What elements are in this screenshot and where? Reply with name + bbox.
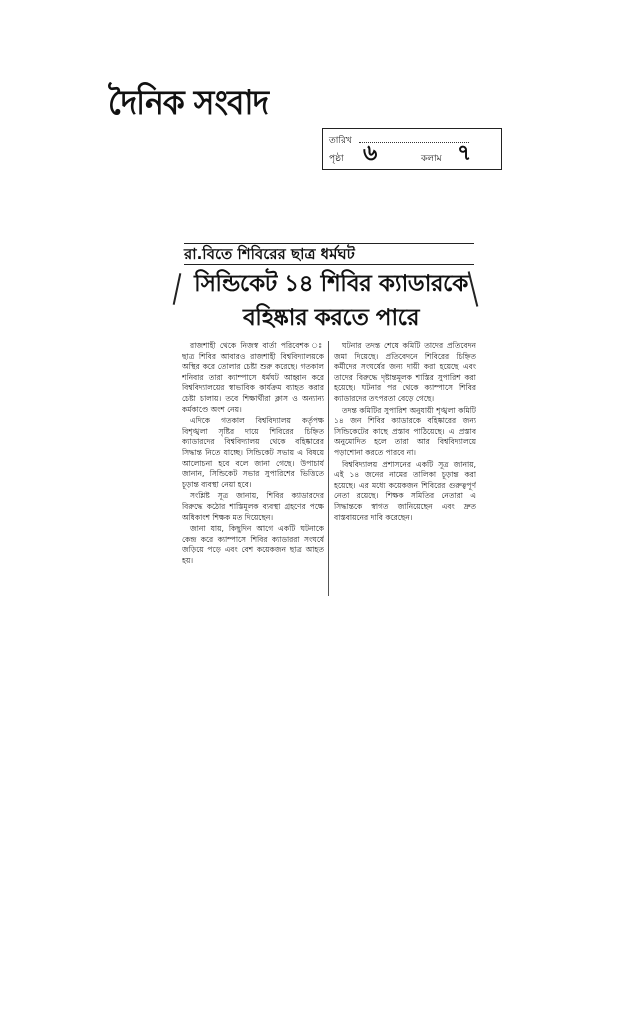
paragraph: ঘটনার তদন্ত শেষে কমিটি তাদের প্রতিবেদন জমা দিয়েছে। প্রতিবেদনে শিবিরের চিহ্নিত কর্মীদের সংঘর্ষের জন্য দায়ী করা হয়েছে এবং তাদের বিরুদ্ধে দৃষ্টান্তমূলক শাস্তির সুপারিশ করা হয়েছে। ঘটনার পর থেকে ক্যাম্পাসে শিবির ক্যাডারদের তৎপরতা বেড়ে গেছে। <box>334 341 476 403</box>
paragraph: রাজশাহী থেকে নিজস্ব বার্তা পরিবেশক ঃ ছাত্র শিবির আবারও রাজশাহী বিশ্ববিদ্যালয়কে অস্থির করে তোলার চেষ্টা শুরু করেছে। গতকাল শনিবার তারা ক্যাম্পাসে ধর্মঘট আহ্বান করে বিশ্ববিদ্যালয়ের স্বাভাবিক কার্যক্রম ব্যাহত করার চেষ্টা চালায়। তবে শিক্ষার্থীরা ক্লাস ও অন্যান্য কর্মকাণ্ডে অংশ নেয়। <box>182 341 324 414</box>
stamp-column-number: ৭ <box>457 141 472 166</box>
column-divider <box>328 341 329 596</box>
stamp-date-row <box>329 133 469 148</box>
article-body <box>182 341 478 599</box>
paragraph: সংশ্লিষ্ট সূত্র জানায়, শিবির ক্যাডারদের বিরুদ্ধে কঠোর শাস্তিমূলক ব্যবস্থা গ্রহণের পক্ষে অধিকাংশ শিক্ষক মত দিয়েছেন। <box>182 491 324 522</box>
paragraph: এদিকে গতকাল বিশ্ববিদ্যালয় কর্তৃপক্ষ বিশৃঙ্খলা সৃষ্টির দায়ে শিবিরের চিহ্নিত ক্যাডারদের বিশ্ববিদ্যালয় থেকে বহিষ্কারের সিদ্ধান্ত নিতে যাচ্ছে। সিন্ডিকেট সভায় এ বিষয়ে আলোচনা হবে বলে জানা গেছে। উপাচার্য জানান, সিন্ডিকেট সভার সুপারিশের ভিত্তিতে চূড়ান্ত ব্যবস্থা নেয়া হবে। <box>182 416 324 489</box>
clipping-stamp <box>322 128 502 170</box>
news-clipping <box>170 243 482 603</box>
paragraph: বিশ্ববিদ্যালয় প্রশাসনের একটি সূত্র জানায়, এই ১৪ জনের নামের তালিকা চূড়ান্ত করা হয়েছে। এর মধ্যে কয়েকজন শিবিরের গুরুত্বপূর্ণ নেতা রয়েছে। শিক্ষক সমিতির নেতারা এ সিদ্ধান্তকে স্বাগত জানিয়েছেন এবং দ্রুত বাস্তবায়নের দাবি করেছেন। <box>334 459 476 522</box>
headline-line-1: সিন্ডিকেট ১৪ শিবির ক্যাডারকে <box>194 271 468 297</box>
stamp-column-label: কলাম <box>421 154 442 164</box>
headline-line-2: বহিষ্কার করতে পারে <box>242 305 420 331</box>
article-column-1 <box>182 341 324 599</box>
article-kicker: রা.বিতে শিবিরের ছাত্র ধর্মঘট <box>184 243 474 265</box>
stamp-page-number: ৬ <box>363 141 378 166</box>
paragraph: তদন্ত কমিটির সুপারিশ অনুযায়ী শৃঙ্খলা কমিটি ১৪ জন শিবির ক্যাডারকে বহিষ্কারের জন্য সিন্ডিকেটের কাছে প্রস্তাব পাঠিয়েছে। এ প্রস্তাব অনুমোদিত হলে তারা আর বিশ্ববিদ্যালয়ে পড়াশোনা করতে পারবে না। <box>334 405 476 457</box>
paragraph: জানা যায়, কিছুদিন আগে একটি ঘটনাকে কেন্দ্র করে ক্যাম্পাসে শিবির ক্যাডাররা সংঘর্ষে জড়িয়ে পড়ে এবং বেশ কয়েকজন ছাত্র আহত হয়। <box>182 524 324 565</box>
stamp-date-label: তারিখ <box>329 136 352 146</box>
stamp-page-label: পৃষ্ঠা <box>329 154 344 164</box>
article-column-2 <box>334 341 476 599</box>
article-headline <box>184 267 478 335</box>
headline-left-stroke <box>173 273 182 305</box>
newspaper-masthead: দৈনিক সংবাদ <box>108 83 269 123</box>
